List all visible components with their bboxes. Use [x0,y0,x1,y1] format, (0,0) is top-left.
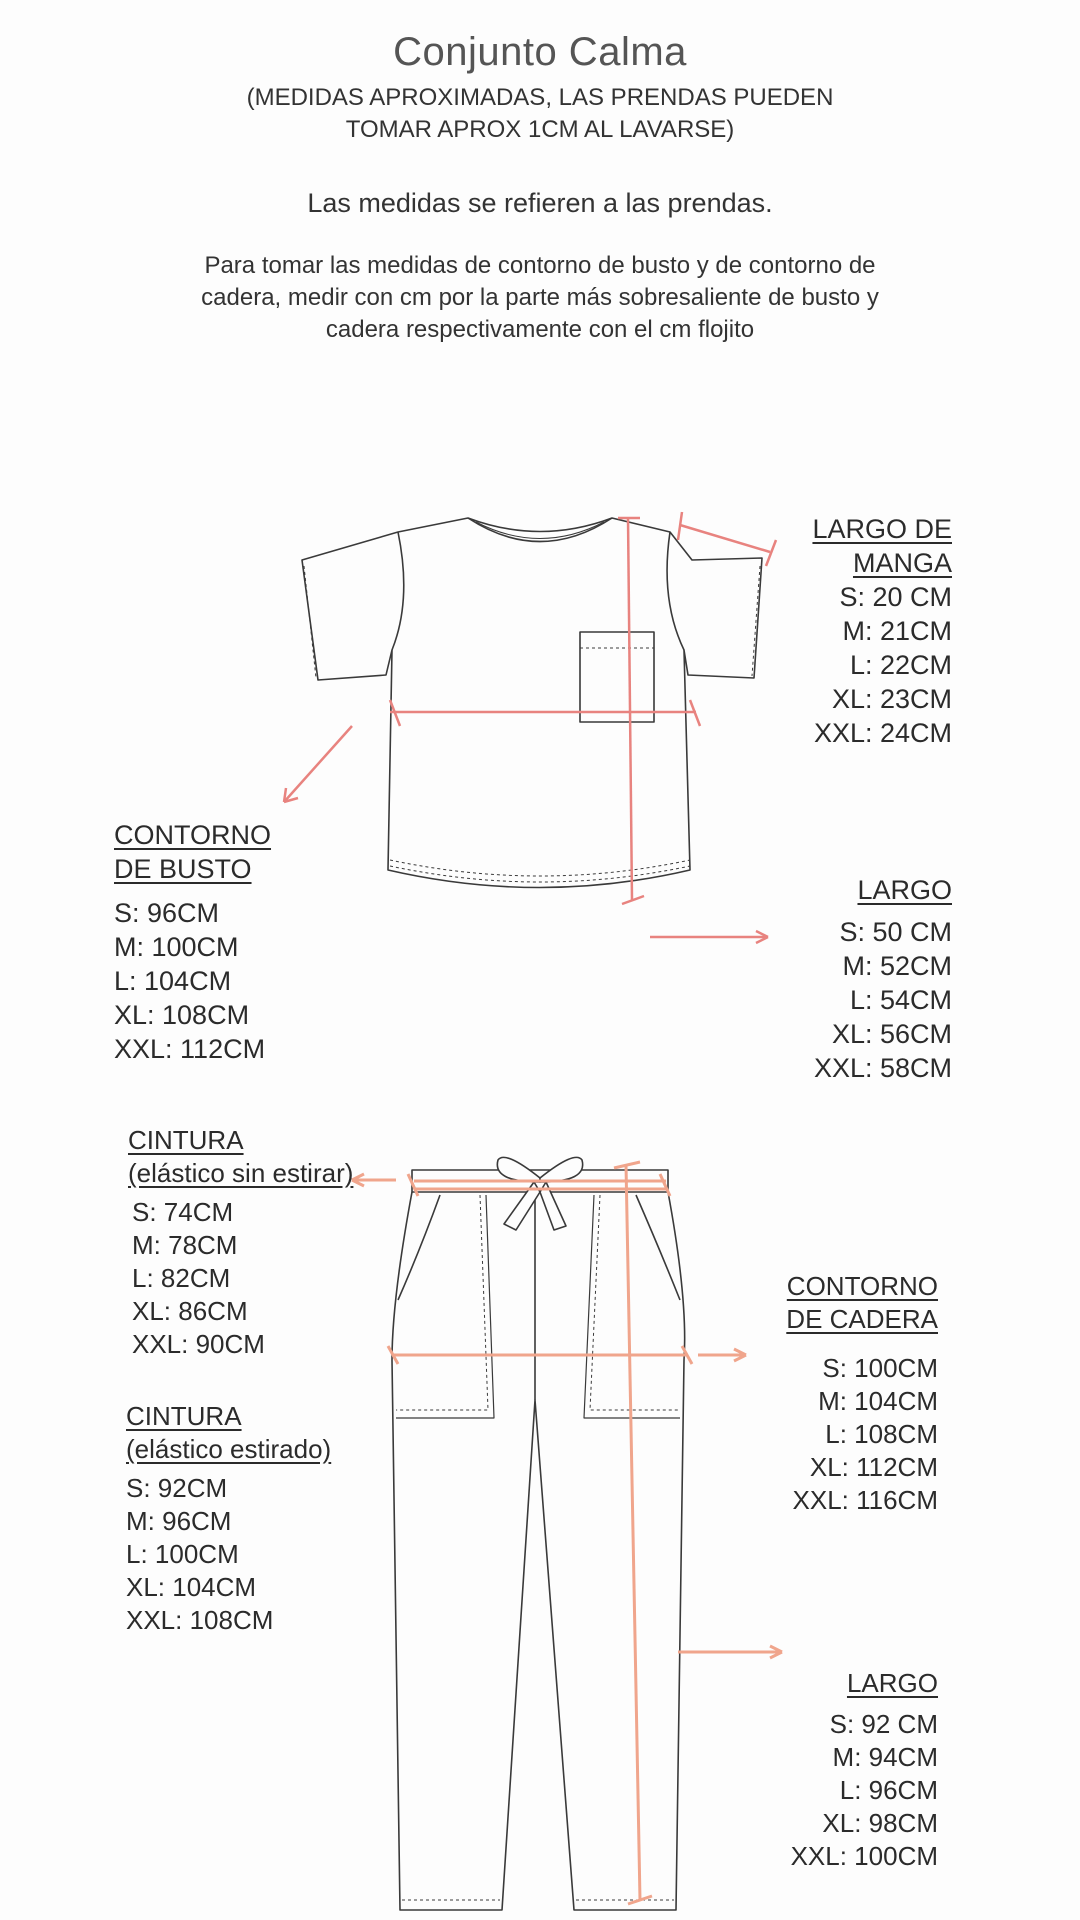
size-row: M: 104CM [818,1386,938,1416]
pants-measure-lines [352,1162,782,1904]
subtitle-line-1: (MEDIDAS APROXIMADAS, LAS PRENDAS PUEDEN [246,84,834,111]
size-row: S: 74CM [132,1197,234,1227]
largo-manga-title-1: LARGO DE [812,514,952,544]
largo-manga-block [760,512,952,750]
size-row: XL: 86CM [132,1296,248,1326]
largo-shirt-title: LARGO [857,875,952,905]
contorno-cadera-title-2: DE CADERA [786,1304,938,1334]
cintura-sin-estirar-title-1: CINTURA [128,1125,244,1155]
size-row: L: 22CM [849,650,952,680]
largo-pants-title: LARGO [846,1668,938,1698]
note-line-2: cadera, medir con cm por la parte más sobresaliente de busto y [201,284,879,311]
size-row: XL: 108CM [114,1000,250,1030]
size-row: M: 94CM [832,1742,938,1772]
size-row: L: 104CM [114,966,232,996]
size-row: L: 82CM [132,1263,231,1293]
size-row: XXL: 24CM [813,718,952,748]
cintura-estirado-block [126,1400,386,1637]
size-row: XL: 23CM [831,684,952,714]
size-row: S: 92 CM [829,1709,938,1739]
contorno-busto-title-1: CONTORNO [114,820,272,850]
size-row: XL: 98CM [822,1808,938,1838]
size-row: S: 20 CM [839,582,952,612]
size-row: XL: 112CM [809,1452,938,1482]
size-row: XXL: 112CM [114,1034,266,1064]
note-line-1: Para tomar las medidas de contorno de busto y de contorno de [204,252,876,279]
largo-shirt-block [760,873,952,1085]
size-row: XXL: 116CM [792,1485,938,1515]
size-row: L: 108CM [825,1419,938,1449]
size-row: M: 78CM [132,1230,238,1260]
size-row: XXL: 100CM [790,1841,938,1871]
cintura-sin-estirar-block [128,1124,388,1361]
size-row: S: 96CM [114,898,220,928]
size-row: M: 100CM [114,932,239,962]
contorno-busto-block [114,818,374,1066]
size-row: XL: 104CM [126,1572,257,1602]
largo-shirt-measure-line [628,518,632,900]
size-row: L: 54CM [849,985,952,1015]
intro-text: Las medidas se refieren a las prendas. [307,188,773,218]
cintura-sin-estirar-title-2: (elástico sin estirar) [128,1158,354,1188]
size-row: S: 92CM [126,1473,228,1503]
size-row: M: 96CM [126,1506,232,1536]
size-row: L: 96CM [839,1775,938,1805]
largo-pants-measure-line [626,1165,640,1900]
largo-pants-block [760,1667,938,1873]
size-row: XXL: 58CM [813,1053,952,1083]
pants-illustration [392,1157,685,1910]
contorno-cadera-block [720,1270,938,1517]
size-row: XXL: 90CM [132,1329,265,1359]
size-row: L: 100CM [126,1539,239,1569]
largo-manga-title-2: MANGA [852,548,952,578]
cintura-estirado-title-2: (elástico estirado) [126,1434,332,1464]
size-row: XXL: 108CM [126,1605,274,1635]
contorno-busto-title-2: DE BUSTO [114,854,252,884]
size-row: M: 21CM [842,616,952,646]
size-row: M: 52CM [842,951,952,981]
note-line-3: cadera respectivamente con el cm flojito [325,316,755,343]
cintura-estirado-title-1: CINTURA [126,1401,242,1431]
size-row: S: 100CM [822,1353,938,1383]
size-row: XL: 56CM [831,1019,952,1049]
subtitle-line-2: TOMAR APROX 1CM AL LAVARSE) [345,116,735,143]
contorno-cadera-title-1: CONTORNO [786,1271,938,1301]
busto-arrow [284,726,352,802]
page-title: Conjunto Calma [393,30,687,74]
manga-measure-line [680,525,770,552]
size-row: S: 50 CM [839,917,952,947]
